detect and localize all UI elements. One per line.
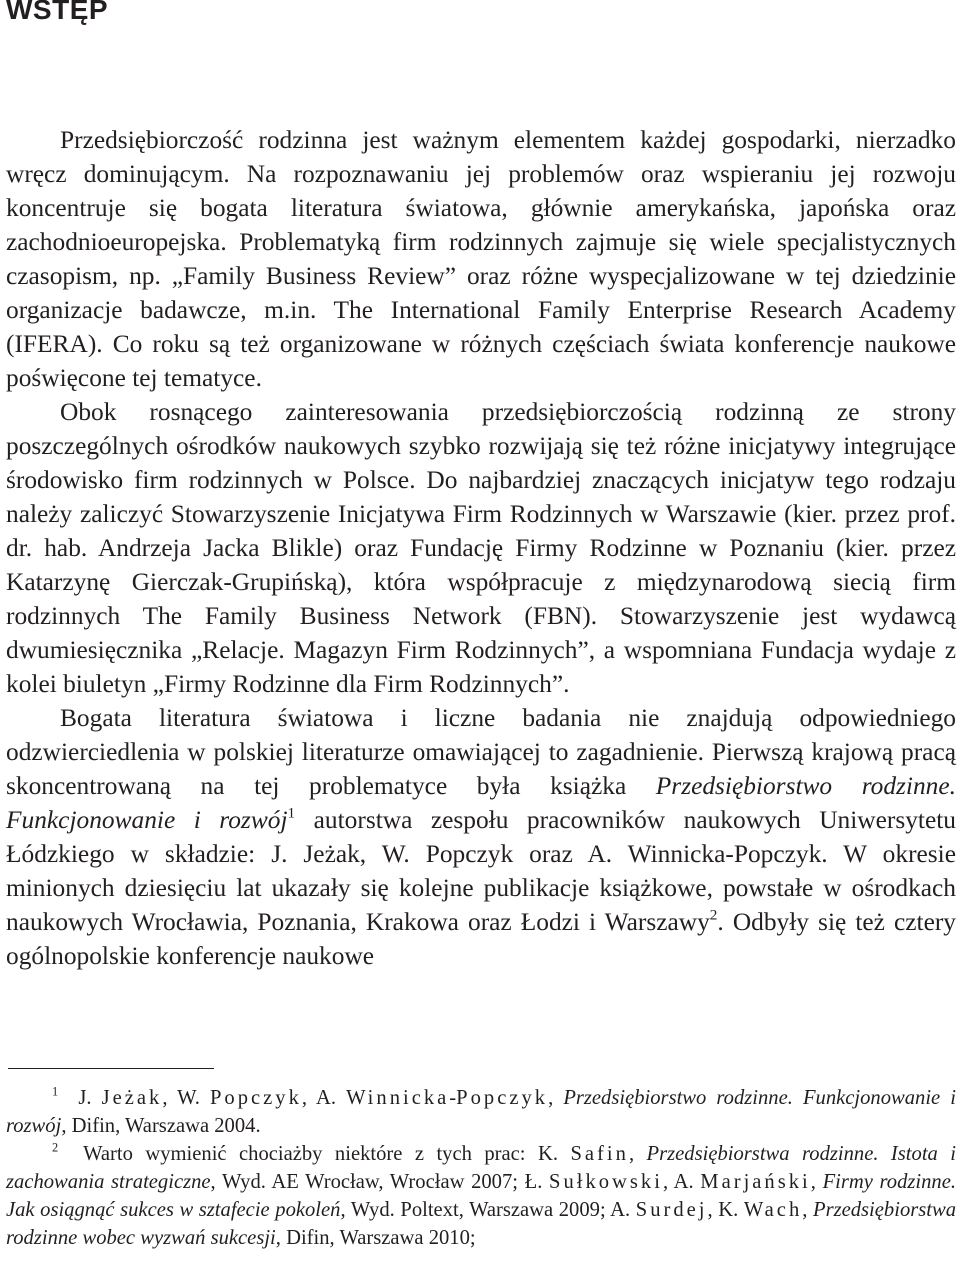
footnote-text: J. xyxy=(78,1087,102,1109)
author-name: Sułkowski xyxy=(548,1171,663,1193)
book-title: Przedsiębiorstwo rodzinne. Funkcjonowanie i rozwój xyxy=(6,772,956,834)
author-name: Winnicka xyxy=(346,1087,450,1109)
chapter-title: WSTĘP xyxy=(6,0,109,25)
footnote-text: , Difin, Warszawa 2004. xyxy=(61,1115,261,1137)
work-title: Przedsiębiorstwa rodzinne. Istota i zachowania strategiczne xyxy=(6,1143,957,1193)
paragraph-3-text-c: . Odbyły się też cztery ogólnopolskie konferencje naukowe xyxy=(6,908,956,970)
author-name: Popczyk xyxy=(456,1087,549,1109)
footnote-text: - xyxy=(449,1087,457,1109)
author-name: Jeżak xyxy=(101,1087,163,1109)
footnote-2 xyxy=(6,1140,956,1252)
footnote-text: , Wyd. AE Wrocław, Wrocław 2007; Ł. xyxy=(210,1171,549,1193)
paragraph-3-text-a: Bogata literatura światowa i liczne badania nie znajdują odpowiedniego odzwierciedlenia w polskiej literaturze omawiającej to zagadnienie. Pierwszą krajową pracą skoncentrowaną na tej problematyce była książka xyxy=(6,704,956,800)
footnote-text: Warto wymienić chociażby niektóre z tych prac: K. xyxy=(83,1143,571,1165)
footnote-1 xyxy=(6,1084,956,1140)
footnotes xyxy=(6,1084,956,1252)
author-name: Marjański xyxy=(700,1171,811,1193)
author-name: Popczyk xyxy=(209,1087,302,1109)
author-name: Surdej xyxy=(635,1199,708,1221)
footnote-divider xyxy=(8,1068,214,1069)
author-name: Wach xyxy=(743,1199,803,1221)
footnote-text: , W. xyxy=(162,1087,210,1109)
author-name: Safin xyxy=(570,1143,629,1165)
main-text xyxy=(6,123,956,973)
footnote-ref-2[interactable]: 2 xyxy=(709,906,718,924)
paragraph-1: Przedsiębiorczość rodzinna jest ważnym elementem każdej gospodarki, nierzadko wręcz dominującym. Na rozpoznawaniu jej problemów oraz wspieraniu jej rozwoju koncentruje się bogata literatura światowa, głównie amerykańska, japońska oraz zachodnioeuropejska. Problematyką firm rodzinnych zajmuje się wiele specjalistycznych czasopism, np. „Family Business Review” oraz różne wyspecjalizowane w tej dziedzinie organizacje badawcze, m.in. The International Family Enterprise Research Academy (IFERA). Co roku są też organizowane w różnych częściach świata konferencje naukowe poświęcone tej tematyce. xyxy=(6,126,956,392)
footnote-text: , A. xyxy=(301,1087,347,1109)
paragraph-2: Obok rosnącego zainteresowania przedsiębiorczością rodzinną ze strony poszczególnych ośrodków naukowych szybko rozwijają się też różne inicjatywy integrujące środowisko firm rodzinnych w Polsce. Do najbardziej znaczących inicjatyw tego rodzaju należy zaliczyć Stowarzyszenie Inicjatywa Firm Rodzinnych w Warszawie (kier. przez prof. dr. hab. Andrzeja Jacka Blikle) oraz Fundację Firmy Rodzinne w Poznaniu (kier. przez Katarzynę Gierczak-Grupińską), która współpracuje z międzynarodową siecią firm rodzinnych The Family Business Network (FBN). Stowarzyszenie jest wydawcą dwumiesięcznika „Relacje. Magazyn Firm Rodzinnych”, a wspomniana Fundacja wydaje z kolei biuletyn „Firmy Rodzinne dla Firm Rodzinnych”. xyxy=(6,398,956,698)
footnote-number: 1 xyxy=(52,1084,59,1099)
footnote-text: , K. xyxy=(707,1199,744,1221)
work-title: Przedsiębiorstwa rodzinne wobec wyzwań sukcesji xyxy=(6,1199,957,1249)
footnote-text: , xyxy=(802,1199,813,1221)
paragraph-3-text-b: autorstwa zespołu pracowników naukowych Uniwersytetu Łódzkiego w składzie: J. Jeżak, W. Popczyk oraz A. Winnicka-Popczyk. W okresie minionych dziesięciu lat ukazały się kolejne publikacje książkowe, powstałe w ośrodkach naukowych Wrocławia, Poznania, Krakowa oraz Łodzi i Warszawy xyxy=(6,806,956,936)
footnote-number: 2 xyxy=(52,1140,59,1155)
footnote-text: , Difin, Warszawa 2010; xyxy=(275,1227,476,1249)
footnote-text: , xyxy=(810,1171,823,1193)
footnote-text: , xyxy=(628,1143,647,1165)
footnote-ref-1[interactable]: 1 xyxy=(287,804,296,822)
paragraph-3 xyxy=(6,701,956,973)
footnote-text: , xyxy=(548,1087,564,1109)
work-title: Firmy rodzinne. Jak osiągnąć sukces w sztafecie pokoleń xyxy=(6,1171,956,1221)
footnote-text: , Wyd. Poltext, Warszawa 2009; A. xyxy=(340,1199,636,1221)
footnote-text: , A. xyxy=(662,1171,701,1193)
work-title: Przedsiębiorstwo rodzinne. Funkcjonowanie i rozwój xyxy=(6,1087,956,1137)
